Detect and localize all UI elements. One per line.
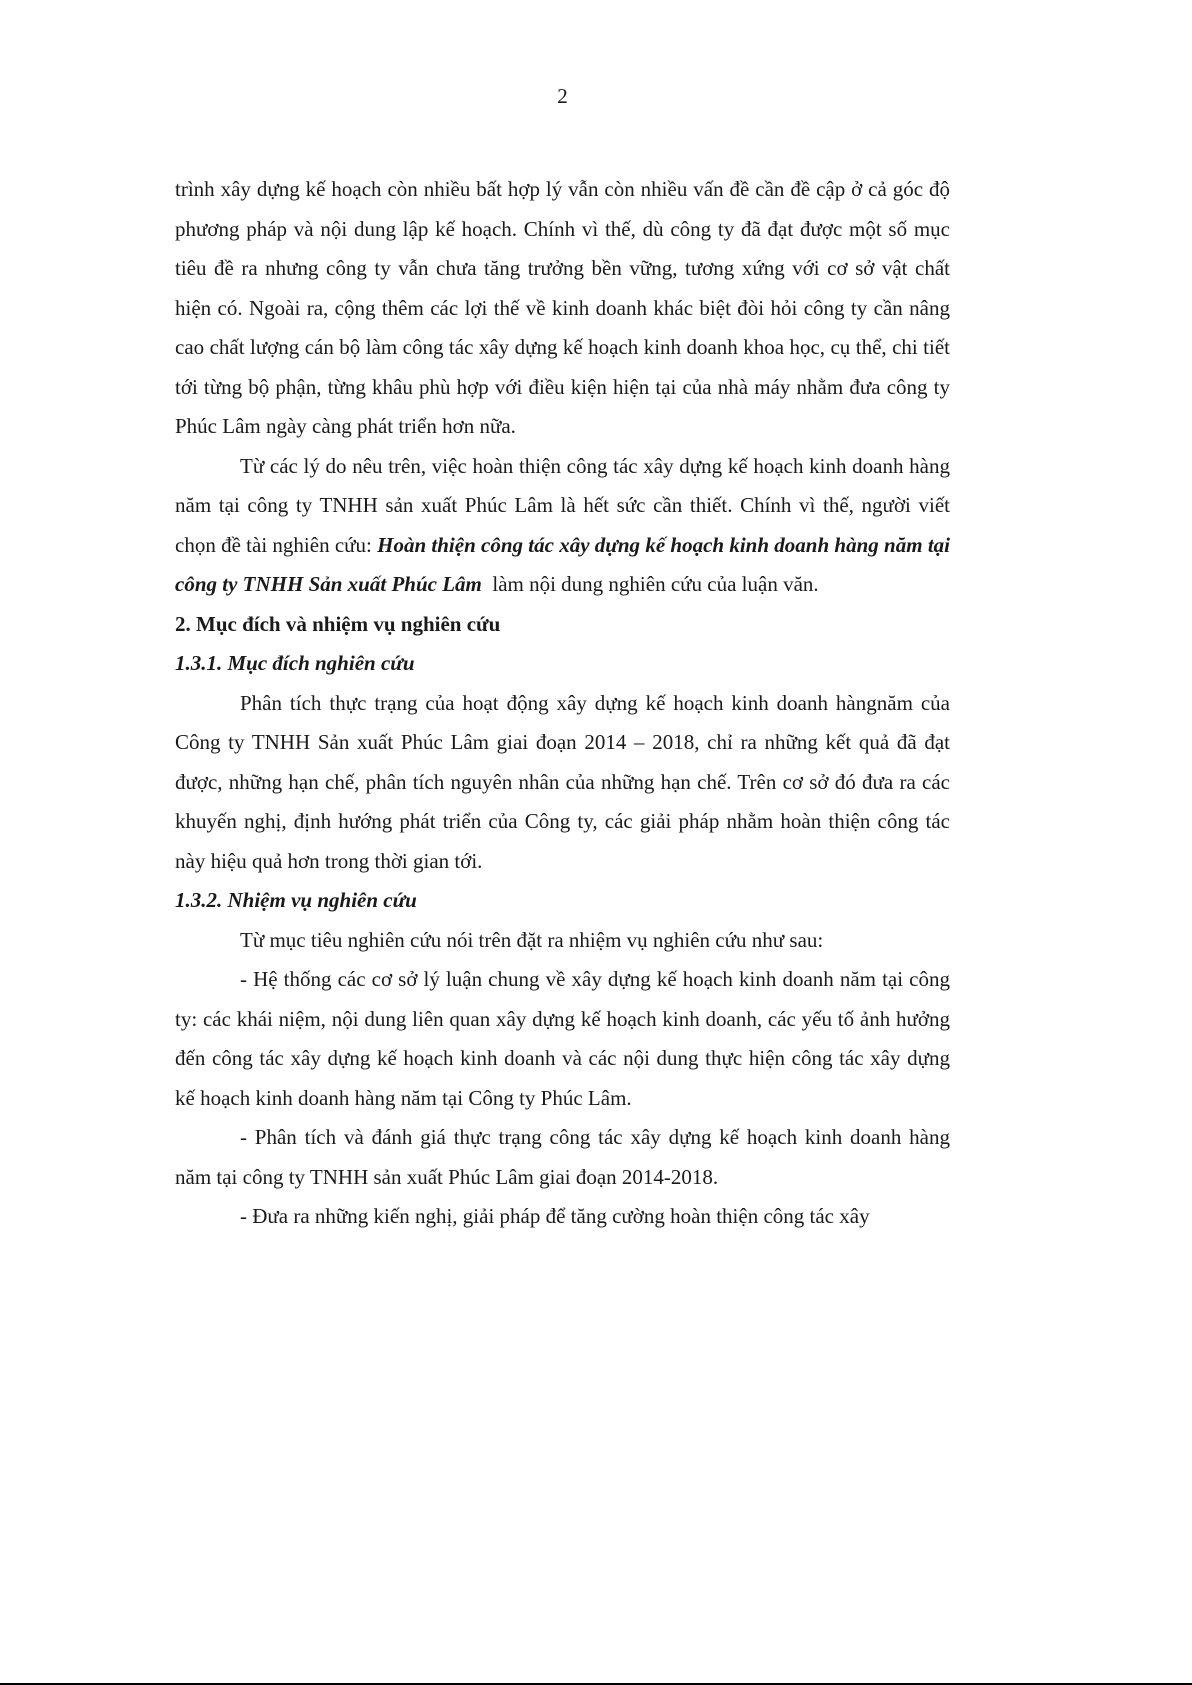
list-item-task-2: - Phân tích và đánh giá thực trạng công tác xây dựng kế hoạch kinh doanh hàng năm tại công ty TNHH sản xuất Phúc Lâm giai đoạn 2014-2018.	[175, 1125, 950, 1189]
list-item-task-1: - Hệ thống các cơ sở lý luận chung về xây dựng kế hoạch kinh doanh năm tại công ty: các khái niệm, nội dung liên quan xây dựng kế hoạch kinh doanh, các yếu tố ảnh hưởng đến công tác xây dựng kế hoạch kinh doanh và các nội dung thực hiện công tác xây dựng kế hoạch kinh doanh hàng năm tại Công ty Phúc Lâm.	[175, 967, 950, 1110]
subsection-heading-tasks: 1.3.2. Nhiệm vụ nghiên cứu	[175, 888, 417, 912]
paragraph-tasks-intro: Từ mục tiêu nghiên cứu nói trên đặt ra nhiệm vụ nghiên cứu như sau:	[240, 927, 824, 952]
paragraph-purpose: Phân tích thực trạng của hoạt động xây dựng kế hoạch kinh doanh hàngnăm của Công ty TNHH Sản xuất Phúc Lâm giai đoạn 2014 – 2018, chỉ ra những kết quả đã đạt được, những hạn chế, phân tích nguyên nhân của những hạn chế. Trên cơ sở đó đưa ra các khuyến nghị, định hướng phát triển của Công ty, các giải pháp nhằm hoàn thiện công tác này hiệu quả hơn trong thời gian tới.	[175, 690, 950, 873]
paragraph-context: trình xây dựng kế hoạch còn nhiều bất hợp lý vẫn còn nhiều vấn đề cần đề cập ở cả góc độ phương pháp và nội dung lập kế hoạch. Chính vì thế, dù công ty đã đạt được một số mục tiêu đề ra nhưng công ty vẫn chưa tăng trưởng bền vững, tương xứng với cơ sở vật chất hiện có. Ngoài ra, cộng thêm các lợi thế về kinh doanh khác biệt đòi hỏi công ty cần nâng cao chất lượng cán bộ làm công tác xây dựng kế hoạch kinh doanh khoa học, cụ thể, chi tiết tới từng bộ phận, từng khâu phù hợp với điều kiện hiện tại của nhà máy nhằm đưa công ty Phúc Lâm ngày càng phát triển hơn nữa.	[175, 177, 950, 438]
list-item-task-3: - Đưa ra những kiến nghị, giải pháp để tăng cường hoàn thiện công tác xây	[240, 1204, 870, 1228]
topic-outro-text: làm nội dung nghiên cứu của luận văn.	[481, 572, 819, 596]
page-number: 2	[557, 84, 568, 108]
document-body	[175, 170, 950, 1237]
subsection-heading-purpose: 1.3.1. Mục đích nghiên cứu	[175, 651, 415, 675]
thesis-title-emphasis: Hoàn thiện công tác xây dựng kế hoạch kinh doanh hàng năm tại công ty TNHH Sản xuất Phúc Lâm	[175, 532, 950, 596]
section-heading: 2. Mục đích và nhiệm vụ nghiên cứu	[175, 611, 501, 636]
topic-intro-text: Từ các lý do nêu trên, việc hoàn thiện công tác xây dựng kế hoạch kinh doanh hàng năm tại công ty TNHH sản xuất Phúc Lâm là hết sức cần thiết. Chính vì thế, người viết chọn đề tài nghiên cứu:	[175, 453, 950, 557]
paragraph-topic-choice	[175, 447, 950, 605]
